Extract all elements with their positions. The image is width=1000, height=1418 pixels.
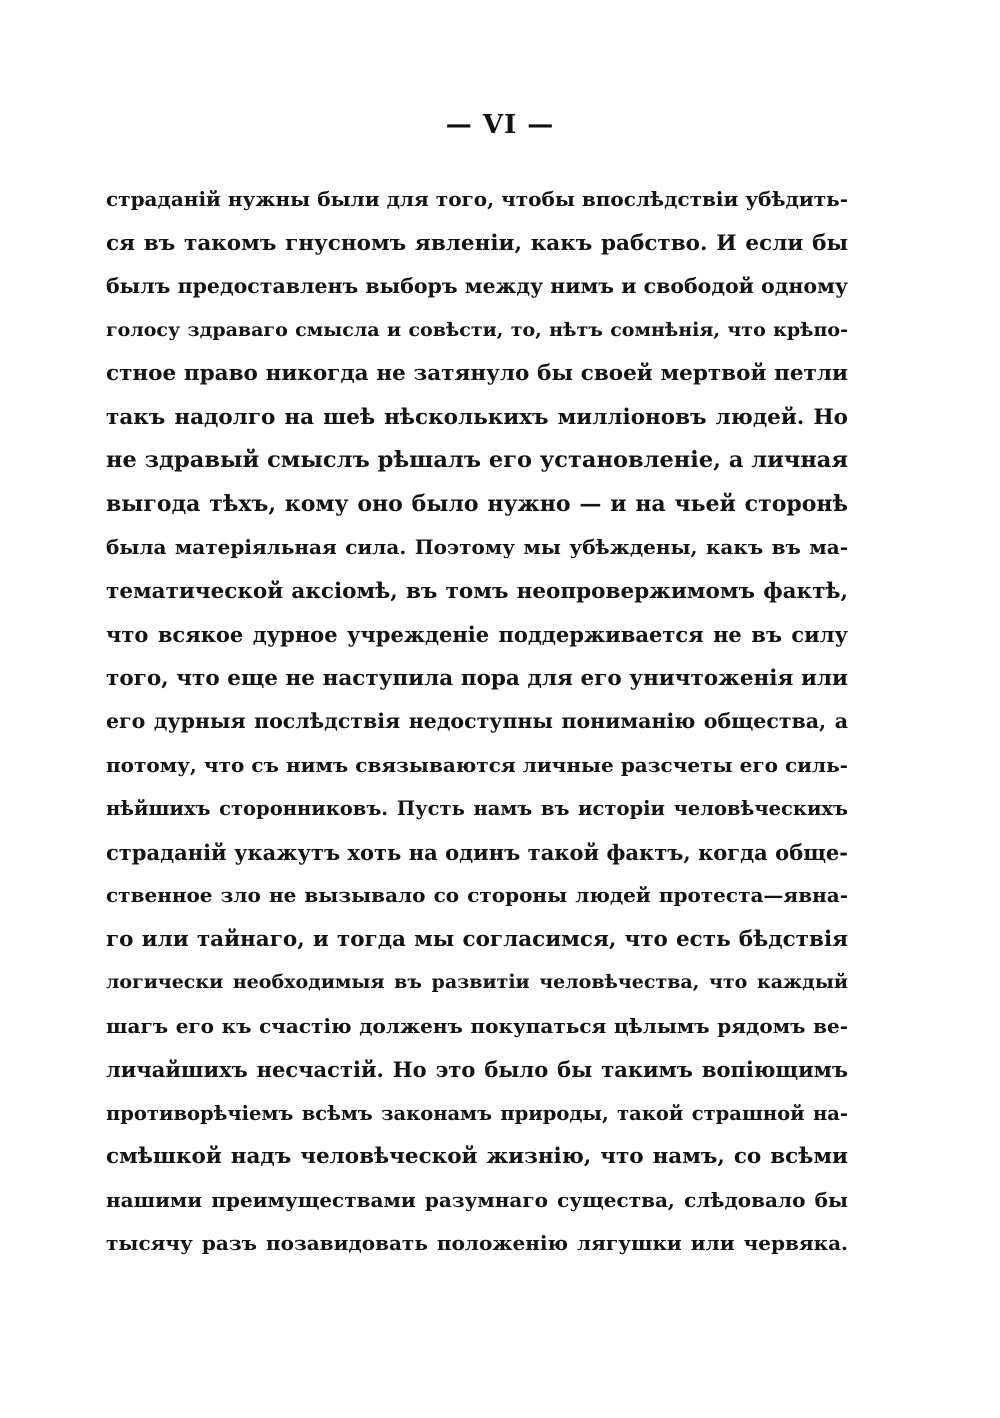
text-line: того, что еще не наступила пора для его уничтоженія или [106,665,848,691]
text-line: смѣшкой надъ человѣческой жизнію, что намъ, со всѣми [106,1144,848,1169]
text-line: его дурныя послѣдствія недоступны пониманію общества, а [106,709,848,733]
text-line: выгода тѣхъ, кому оно было нужно — и на чьей сторонѣ [106,490,848,517]
text-line: ся въ такомъ гнусномъ явленіи, какъ рабство. И если бы [106,230,848,256]
text-line: не здравый смыслъ рѣшалъ его установленіе, а личная [106,447,848,473]
text-line: личайшихъ несчастій. Но это было бы такимъ вопіющимъ [106,1057,848,1082]
text-line: логически необходимыя въ развитіи человѣчества, что каждый [106,971,848,993]
text-line: шагъ его къ счастію долженъ покупаться цѣлымъ рядомъ ве- [106,1013,848,1038]
text-line: страданій нужны были для того, чтобы впослѣдствіи убѣдить- [106,187,848,211]
text-line: что всякое дурное учрежденіе поддерживается не въ силу [106,622,848,647]
page-number: — VI — [445,110,555,140]
text-line: противорѣчіемъ всѣмъ законамъ природы, такой страшной на- [106,1101,848,1125]
text-line: такъ надолго на шеѣ нѣсколькихъ милліоновъ людей. Но [106,404,848,430]
text-line: ственное зло не вызывало со стороны людей протеста—явна- [106,883,848,907]
text-line: былъ предоставленъ выборъ между нимъ и свободой одному [106,274,848,298]
text-line: нашими преимуществами разумнаго существа, слѣдовало бы [106,1187,848,1212]
text-line: голосу здраваго смысла и совѣсти, то, нѣтъ сомнѣнія, что крѣпо- [106,318,848,341]
text-line: го или тайнаго, и тогда мы согласимся, что есть бѣдствія [106,926,848,952]
text-line: стное право никогда не затянуло бы своей мертвой петли [106,361,848,386]
body-text [106,178,848,1266]
text-line: была матеріяльная сила. Поэтому мы убѣждены, какъ въ ма- [106,535,848,559]
text-line: тематической аксіомѣ, въ томъ неопровержимомъ фактѣ, [106,578,848,604]
text-line: тысячу разъ позавидовать положенію лягушки или червяка. [106,1231,848,1255]
text-line: нѣйшихъ сторонниковъ. Пусть намъ въ исторіи человѣческихъ [106,797,848,820]
text-line: потому, что съ нимъ связываются личные разсчеты его силь- [106,752,848,777]
text-line: страданій укажутъ хоть на одинъ такой фактъ, когда обще- [106,839,848,865]
